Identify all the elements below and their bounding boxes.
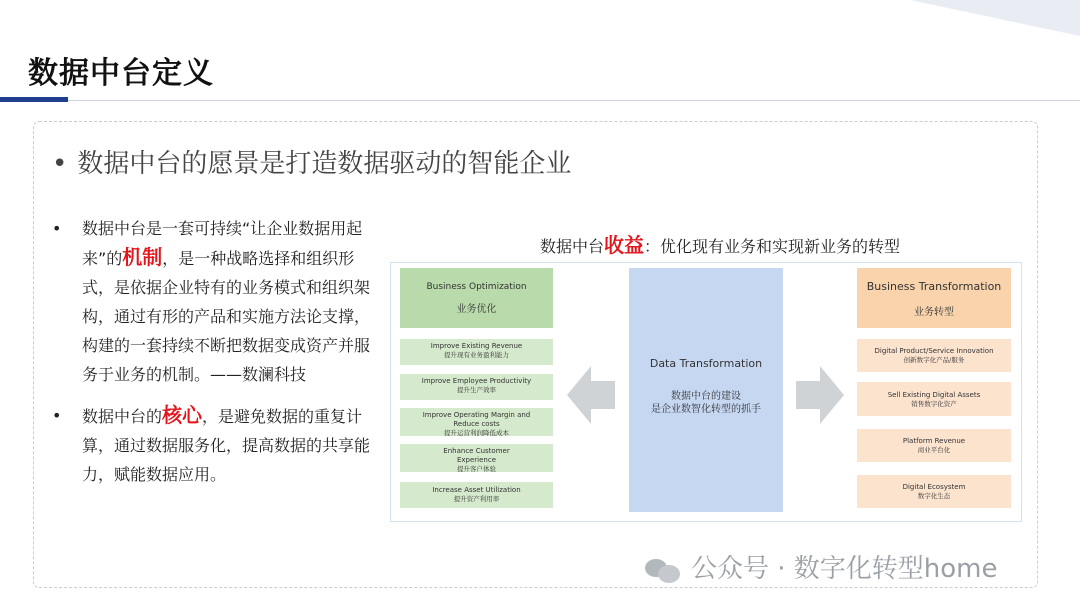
bullet-text-pre: 数据中台是一套可持续“让企业数据用起来”的 bbox=[82, 219, 363, 268]
bullet-highlight: 机制 bbox=[122, 245, 163, 269]
item-zh: 提升客户体验 bbox=[457, 465, 496, 473]
item-zh: 提升运营利润降低成本 bbox=[444, 429, 509, 437]
optimization-item bbox=[400, 339, 553, 365]
header-title-zh: 业务优化 bbox=[456, 304, 497, 315]
item-en: Sell Existing Digital Assets bbox=[887, 391, 981, 399]
arrow-right-icon bbox=[796, 366, 844, 424]
headline-text: 数据中台的愿景是打造数据驱动的智能企业 bbox=[77, 149, 572, 179]
headline bbox=[52, 143, 571, 180]
title-accent-bar bbox=[0, 97, 68, 102]
caption-pre: 数据中台 bbox=[540, 237, 605, 256]
center-title-en: Data Transformation bbox=[649, 357, 763, 370]
item-en: Digital Product/Service Innovation bbox=[874, 347, 994, 355]
item-zh: 提升现有业务盈利能力 bbox=[444, 351, 509, 359]
center-line-1: 数据中台的建设 bbox=[671, 391, 741, 402]
item-zh: 数字化生态 bbox=[917, 492, 951, 500]
bullet-text-post: ，是避免数据的重复计算，通过数据服务化，提高数据的共享能力，赋能数据应用。 bbox=[82, 407, 371, 484]
item-zh: 商业平台化 bbox=[917, 446, 951, 454]
item-en: Digital Ecosystem bbox=[902, 483, 966, 491]
center-line-2: 是企业数智化转型的抓手 bbox=[651, 404, 761, 415]
optimization-item bbox=[400, 444, 553, 472]
optimization-item bbox=[400, 482, 553, 508]
optimization-item bbox=[400, 408, 553, 436]
arrow-left-icon bbox=[567, 366, 615, 424]
item-zh: 销售数字化资产 bbox=[911, 400, 957, 408]
item-en: Improve Existing Revenue bbox=[430, 342, 523, 350]
business-transformation-header bbox=[857, 268, 1011, 328]
watermark bbox=[645, 548, 998, 585]
item-en: Platform Revenue bbox=[902, 437, 966, 445]
center-line bbox=[629, 390, 783, 416]
transformation-item bbox=[857, 382, 1011, 416]
item-zh: 创新数字化产品/服务 bbox=[903, 356, 965, 364]
header-title-en: Business Transformation bbox=[866, 280, 1002, 293]
item-en: Enhance Customer Experience bbox=[443, 447, 510, 464]
bullet-text-pre: 数据中台的 bbox=[82, 407, 163, 426]
business-optimization-header bbox=[400, 268, 553, 328]
header-title-en: Business Optimization bbox=[426, 282, 527, 292]
transformation-item bbox=[857, 475, 1011, 508]
item-en: Improve Employee Productivity bbox=[421, 377, 532, 385]
diagram-caption bbox=[540, 229, 900, 258]
bullet-list bbox=[52, 214, 382, 501]
caption-post: ：优化现有业务和实现新业务的转型 bbox=[644, 237, 901, 256]
transformation-item bbox=[857, 429, 1011, 462]
item-zh: 提升资产利用率 bbox=[453, 495, 500, 503]
item-en: Improve Operating Margin and Reduce costs bbox=[422, 411, 531, 428]
header-title-zh: 业务转型 bbox=[914, 307, 954, 318]
corner-decoration bbox=[910, 0, 1080, 36]
caption-highlight: 收益 bbox=[604, 233, 645, 257]
bullet-item bbox=[52, 214, 382, 389]
item-en: Increase Asset Utilization bbox=[432, 486, 521, 494]
page-title: 数据中台定义 bbox=[28, 56, 214, 91]
bullet-item bbox=[52, 401, 382, 489]
bullet-text-post: ，是一种战略选择和组织形式，是依据企业特有的业务模式和组织架构，通过有形的产品和实施方法论支撑，构建的一套持续不断把数据变成资产并服务于业务的机制。——数澜科技 bbox=[82, 249, 371, 384]
benefit-diagram bbox=[390, 262, 1022, 522]
title-divider bbox=[68, 100, 1080, 101]
headline-bullet: • bbox=[52, 149, 68, 179]
data-transformation-box bbox=[629, 268, 783, 512]
bullet-highlight: 核心 bbox=[162, 403, 203, 427]
watermark-text: 公众号 · 数字化转型home bbox=[691, 554, 998, 584]
transformation-item bbox=[857, 339, 1011, 372]
bullet-marker: • bbox=[52, 219, 62, 238]
bullet-marker: • bbox=[52, 406, 62, 425]
wechat-icon bbox=[645, 557, 681, 583]
optimization-item bbox=[400, 374, 553, 400]
item-zh: 提升生产效率 bbox=[457, 386, 496, 394]
